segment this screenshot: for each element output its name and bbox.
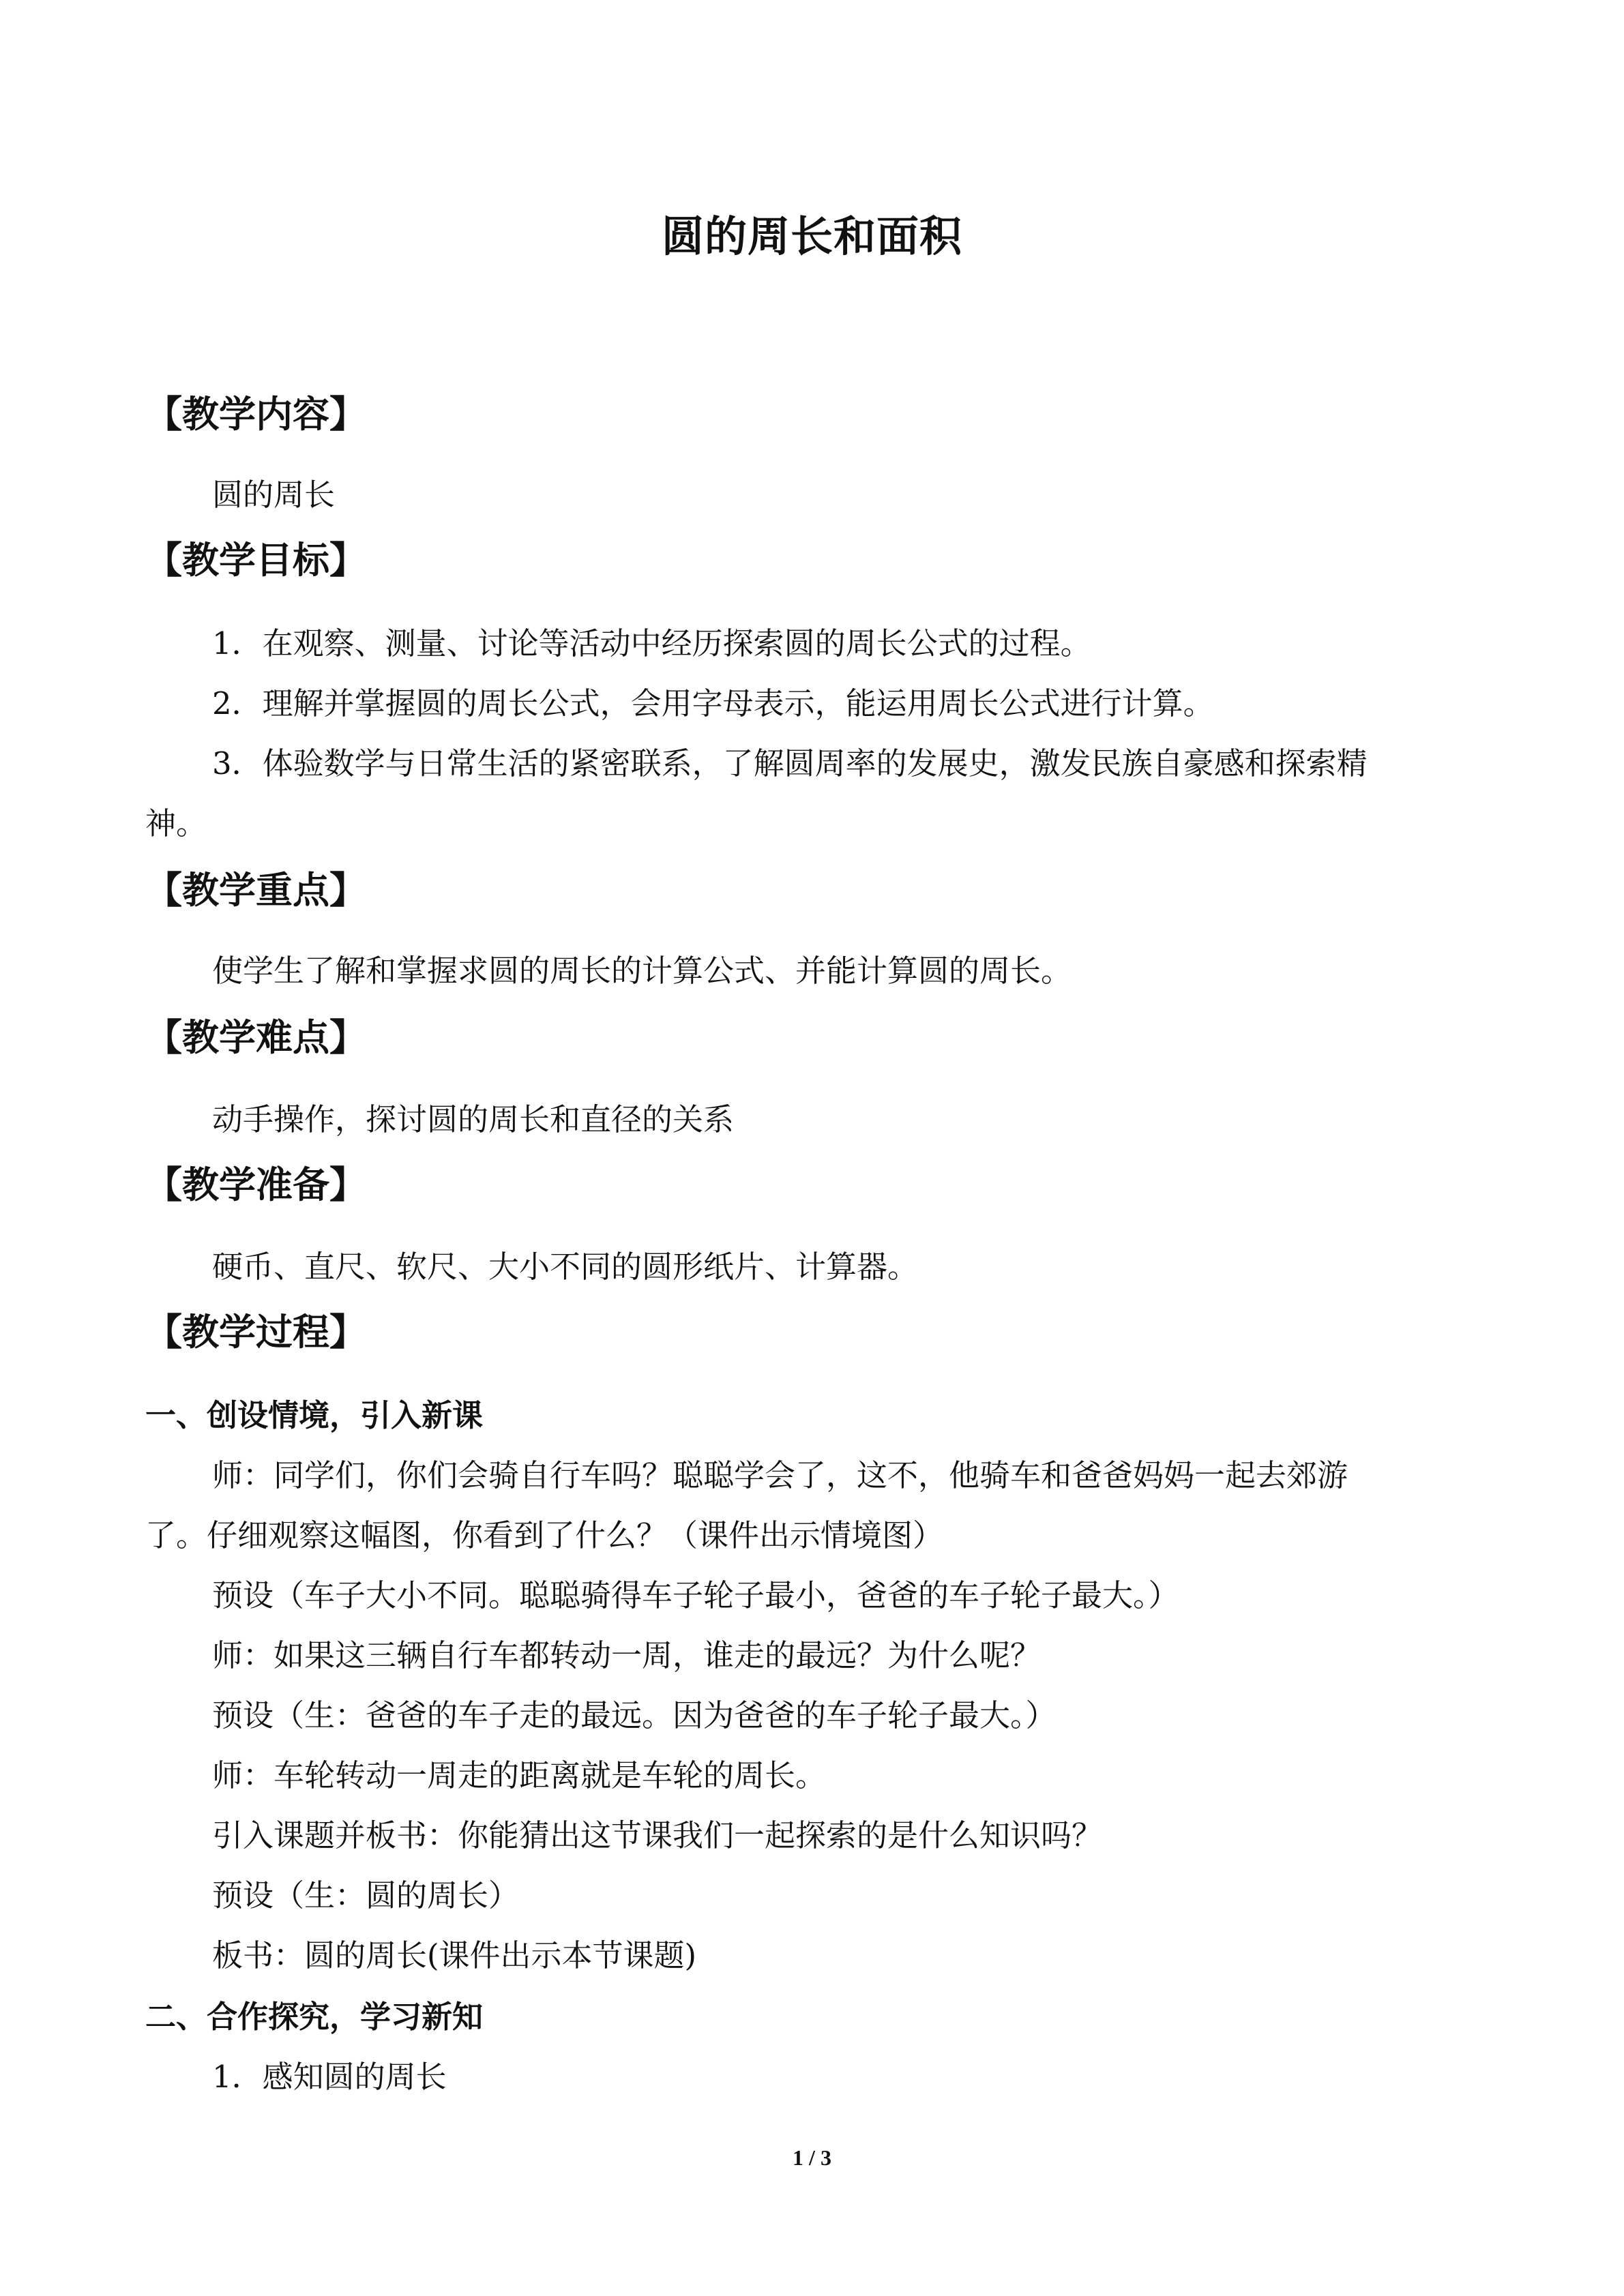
part1-line-6: 引入课题并板书：你能猜出这节课我们一起探索的是什么知识吗？	[212, 1817, 1103, 1853]
part1-line-8: 板书：圆的周长(课件出示本节课题)	[212, 1937, 697, 1973]
page-number: 1 / 3	[793, 2145, 831, 2170]
preparation-text: 硬币、直尺、软尺、大小不同的圆形纸片、计算器。	[212, 1249, 919, 1285]
part1-line-4: 预设（生：爸爸的车子走的最远。因为爸爸的车子轮子最大。）	[212, 1697, 1057, 1733]
section-heading-difficulty: 【教学难点】	[145, 1016, 366, 1059]
part2-line-1: 1．感知圆的周长	[212, 2059, 447, 2095]
part1-line-3: 师：如果这三辆自行车都转动一周，谁走的最远？为什么呢？	[212, 1637, 1042, 1673]
section-heading-key-points: 【教学重点】	[145, 869, 366, 912]
content-text: 圆的周长	[212, 477, 336, 513]
section-heading-goals: 【教学目标】	[145, 539, 366, 582]
part1-line-1-continued: 了。仔细观察这幅图，你看到了什么？（课件出示情境图）	[145, 1517, 944, 1553]
document-title: 圆的周长和面积	[661, 211, 962, 261]
part1-line-1: 师：同学们，你们会骑自行车吗？聪聪学会了，这不，他骑车和爸爸妈妈一起去郊游	[212, 1457, 1348, 1493]
goal-item-1: 1．在观察、测量、讨论等活动中经历探索圆的周长公式的过程。	[212, 625, 1091, 661]
difficulty-text: 动手操作，探讨圆的周长和直径的关系	[212, 1101, 735, 1137]
section-heading-preparation: 【教学准备】	[145, 1163, 366, 1206]
section-heading-content: 【教学内容】	[145, 393, 366, 436]
part1-line-2: 预设（车子大小不同。聪聪骑得车子轮子最小，爸爸的车子轮子最大。）	[212, 1577, 1179, 1613]
key-points-text: 使学生了解和掌握求圆的周长的计算公式、并能计算圆的周长。	[212, 953, 1072, 989]
goal-item-3-continued: 神。	[145, 805, 207, 841]
goal-item-2: 2．理解并掌握圆的周长公式，会用字母表示，能运用周长公式进行计算。	[212, 685, 1214, 721]
part2-heading: 二、合作探究，学习新知	[145, 1999, 484, 2035]
goal-item-3: 3．体验数学与日常生活的紧密联系，了解圆周率的发展史，激发民族自豪感和探索精	[212, 745, 1368, 781]
part1-line-5: 师：车轮转动一周走的距离就是车轮的周长。	[212, 1757, 827, 1793]
section-heading-process: 【教学过程】	[145, 1311, 366, 1354]
part1-heading: 一、创设情境，引入新课	[145, 1397, 484, 1433]
part1-line-7: 预设（生：圆的周长）	[212, 1877, 520, 1913]
